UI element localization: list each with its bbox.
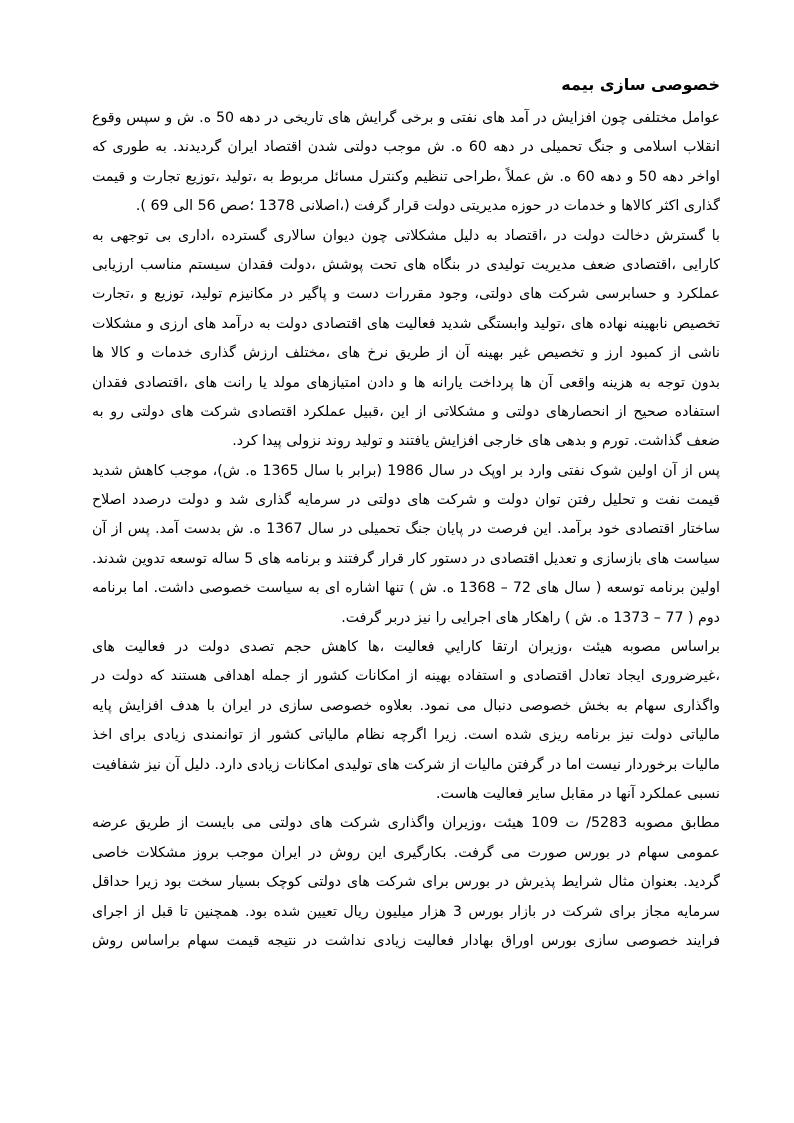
paragraph-5 xyxy=(92,809,720,956)
text-line: پس از آن اولین شوک نفتی وارد بر اوپک در سال 1986 (برابر با سال 1365 ه. ش)، موجب کاهش شدید xyxy=(92,462,721,479)
document-title: خصوصی سازی بیمه xyxy=(561,75,720,94)
text-line: عوامل مختلفی چون افزایش در آمد های نفتی و برخی گرایش های تاریخی در دهه 50 ه. ش و سپس وقوع xyxy=(92,110,720,126)
text-line: گردید. بعنوان مثال شرایط پذیرش در بورس برای شرکت های دولتی کوچک بسیار سخت بود زیرا حداقل xyxy=(92,874,720,891)
text-line: عملکرد و حسابرسی شرکت های دولتی، وجود مقررات دست و پاگیر در مکانیزم تولید، توزیع و ،تجارت xyxy=(92,286,720,303)
text-line: سیاست های بازسازی و تعدیل اقتصادی در دستور کار قرار گرفتند و برنامه های 5 ساله توسعه تدوین شدند. xyxy=(92,550,720,567)
paragraph-1 xyxy=(92,104,720,222)
paragraph-3 xyxy=(92,457,720,633)
text-line: مالیاتی دولت نیز برنامه ریزی شده است. زیرا اگرچه نظام مالیاتی کشور از توانمندی زیادی برای اخذ xyxy=(92,727,720,744)
text-line: ناشی از کمبود ارز و تخصیص غیر بهینه آن از طریق نرخ های ،مختلف ارزش گذاری خدمات و کالا ها xyxy=(92,345,720,362)
text-line: نسبی عملکرد آنها در مقابل سایر فعالیت هاست. xyxy=(436,785,720,802)
text-line: واگذاری سهام به بخش خصوصی دنبال می نمود. بعلاوه خصوصی سازی در ایران با هدف افزایش پایه xyxy=(92,697,720,714)
text-line: قیمت نفت و تحلیل رفتن توان دولت و شرکت های دولتی در سرمایه گذاری شد و دولت درصدد اصلاح xyxy=(92,492,720,509)
text-line: ،غیرضروری ایجاد تعادل اقتصادی و استفاده بهینه از امکانات کشور از جمله اهدافی هستند که دولت در xyxy=(92,668,720,685)
text-line: بدون توجه به هزینه واقعی آن ها پرداخت یارانه ها و دادن امتیازهای مولد یا رانت های ،اقتصادی فقدان xyxy=(92,374,720,391)
text-line: ساختار اقتصادی خود برآمد. این فرصت در پایان جنگ تحمیلی در سال 1367 ه. ش بدست آمد. پس از آن xyxy=(92,521,721,538)
text-line: اواخر دهه 50 و دهه 60 ه. ش عملاً ،طراحی تنظیم وکنترل مسائل مربوط به ،تولید ،توزیع تجارت و قیمت xyxy=(92,168,720,185)
paragraph-4 xyxy=(92,633,720,809)
text-line: گذاری اکثر کالاها و خدمات در حوزه مدیریتی دولت قرار گرفت (،اصلانی 1378 ؛صص 56 الی 69 ). xyxy=(135,198,720,215)
text-line: عمومی سهام در بورس صورت می گرفت. بکارگیری این روش در ایران موجب بروز مشکلات خاصی xyxy=(92,844,720,861)
document-page xyxy=(92,70,720,956)
text-line: مالیات برخوردار نیست اما در گرفتن مالیات از شرکت های تولیدی امکانات زیادی دارد. دلیل آن نیز شفافیت xyxy=(91,756,720,773)
text-line: سرمایه مجاز برای شرکت در بازار بورس 3 هزار میلیون ریال تعیین شده بود. همچنین تا قبل از اجرای xyxy=(92,903,720,920)
paragraph-2 xyxy=(92,222,720,457)
text-line: دوم ( 77 – 1373 ه. ش ) راهکار های اجرایی را نیز دربر گرفت. xyxy=(341,609,720,626)
text-line: ضعف گذاشت. تورم و بدهی های خارجی افزایش یافتند و تولید روند نزولی پیدا کرد. xyxy=(232,433,720,450)
text-line: استفاده صحیح از انحصارهای دولتی و مشکلاتی از این ،قبیل عملکرد اقتصادی شرکت های دولتی رو به xyxy=(92,403,720,420)
text-line: اولین برنامه توسعه ( سال های 72 – 1368 ه. ش ) تنها اشاره ای به سیاست خصوصی داشت. اما برنامه xyxy=(92,580,720,597)
text-line: فرایند خصوصی سازی بورس اوراق بهادار فعالیت زیادی نداشت در نتیجه قیمت سهام براساس روش xyxy=(92,932,720,949)
text-line: کارایی ،اقتصادی ضعف مدیریت تولیدی در بنگاه های تحت پوشش ،دولت فقدان سیستم مناسب ارزیابی xyxy=(92,256,720,273)
text-line: مطابق مصوبه 5283/ ت 109 هیئت ،وزیران واگذاری شرکت های دولتی می بایست از طریق عرضه xyxy=(92,815,720,832)
text-line: با گسترش دخالت دولت در ،اقتصاد به دلیل مشکلاتی چون دیوان سالاری گسترده ،اداری بی توجهی به xyxy=(92,227,720,244)
text-line: تخصیص نابهینه نهاده های ،تولید وابستگی شدید فعالیت های اقتصادی دولت به درآمد های ارزی و مشکلات xyxy=(92,315,720,332)
text-line: انقلاب اسلامی و جنگ تحمیلی در دهه 60 ه. ش موجب دولتی شدن اقتصاد ایران گردیدند. به طوری که xyxy=(92,139,720,156)
text-line: براساس مصوبه هیئت ،وزیران ارتقا کارایي فعالیت ،ها کاهش حجم تصدی دولت در فعالیت های xyxy=(92,639,720,656)
